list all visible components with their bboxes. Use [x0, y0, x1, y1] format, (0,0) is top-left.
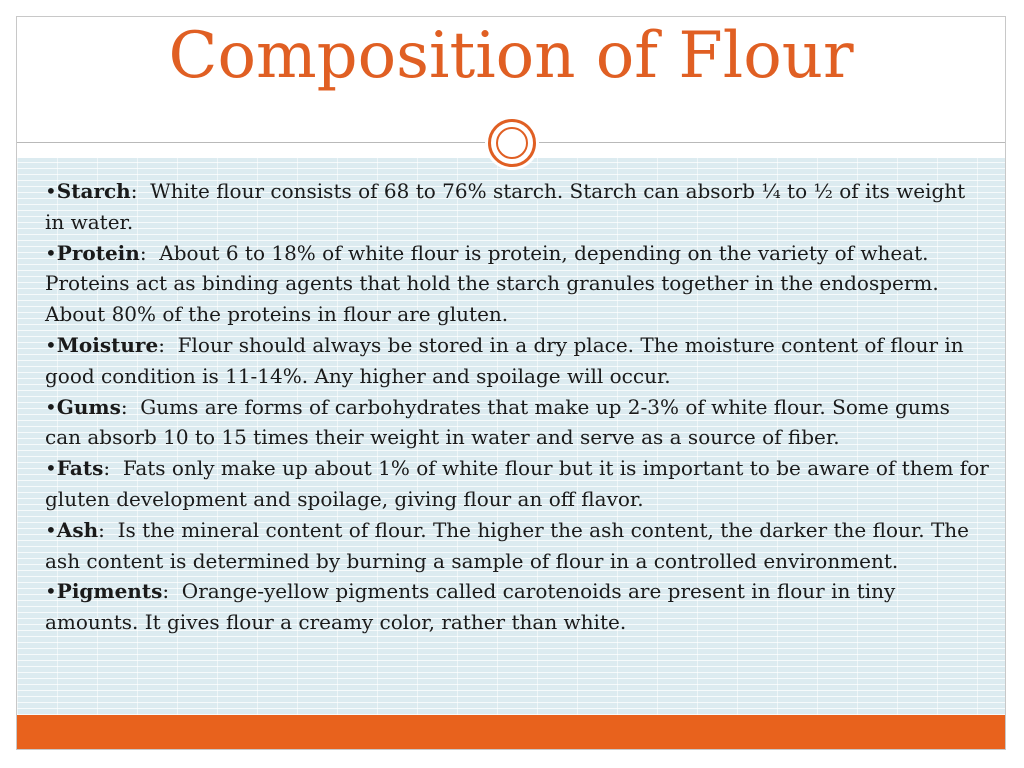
bullet: •	[45, 456, 57, 481]
item-text: Flour should always be stored in a dry place. The moisture content of flour in good condition is 11-14%. Any higher and spoilage will occur.	[45, 332, 964, 388]
bullet: •	[45, 240, 57, 265]
separator: :	[103, 456, 123, 481]
item-text: White flour consists of 68 to 76% starch. Starch can absorb ¼ to ½ of its weight in water.	[45, 179, 966, 234]
bullet-list	[45, 176, 990, 638]
term-label: Ash	[56, 517, 99, 542]
item-text: Gums are forms of carbohydrates that make up 2-3% of white flour. Some gums can absorb 10 to 15 times their weight in water and serve as a source of fiber.	[45, 394, 950, 450]
term-label: Moisture	[56, 332, 159, 357]
footer-bar	[17, 715, 1005, 749]
separator: :	[120, 394, 141, 419]
separator: :	[130, 179, 151, 203]
bullet: •	[45, 179, 57, 203]
term-label: Gums	[56, 394, 121, 419]
term-label: Fats	[56, 456, 104, 481]
list-item-starch	[45, 176, 990, 238]
concentric-circles-icon	[485, 116, 539, 170]
bullet: •	[45, 579, 57, 604]
list-item-ash	[45, 515, 990, 577]
term-label: Pigments	[56, 579, 163, 604]
item-text: About 6 to 18% of white flour is protein, depending on the variety of wheat. Proteins act as binding agents that hold the starch granules together in the endosperm. About 80% of the proteins in flour are gluten.	[45, 240, 939, 327]
item-text: Is the mineral content of flour. The higher the ash content, the darker the flour. The ash content is determined by burning a sample of flour in a controlled environment.	[45, 517, 970, 573]
list-item-pigments	[45, 576, 990, 638]
separator: :	[139, 240, 160, 265]
bullet: •	[45, 394, 57, 419]
list-item-moisture	[45, 330, 990, 392]
list-item-protein	[45, 238, 990, 330]
bullet: •	[45, 517, 57, 542]
separator: :	[98, 517, 118, 542]
separator: :	[158, 332, 178, 357]
item-text: Fats only make up about 1% of white flour but it is important to be aware of them for gluten development and spoilage, giving flour an off flavor.	[45, 456, 989, 511]
list-item-fats	[45, 453, 990, 515]
separator: :	[162, 579, 182, 604]
term-label: Starch	[56, 179, 131, 203]
item-text: Orange-yellow pigments called carotenoids are present in flour in tiny amounts. It gives flour a creamy color, rather than white.	[45, 579, 896, 635]
inner-ring	[496, 127, 528, 159]
term-label: Protein	[56, 240, 140, 265]
list-item-gums	[45, 392, 990, 454]
slide-title: Composition of Flour	[168, 19, 854, 93]
bullet: •	[45, 332, 57, 357]
